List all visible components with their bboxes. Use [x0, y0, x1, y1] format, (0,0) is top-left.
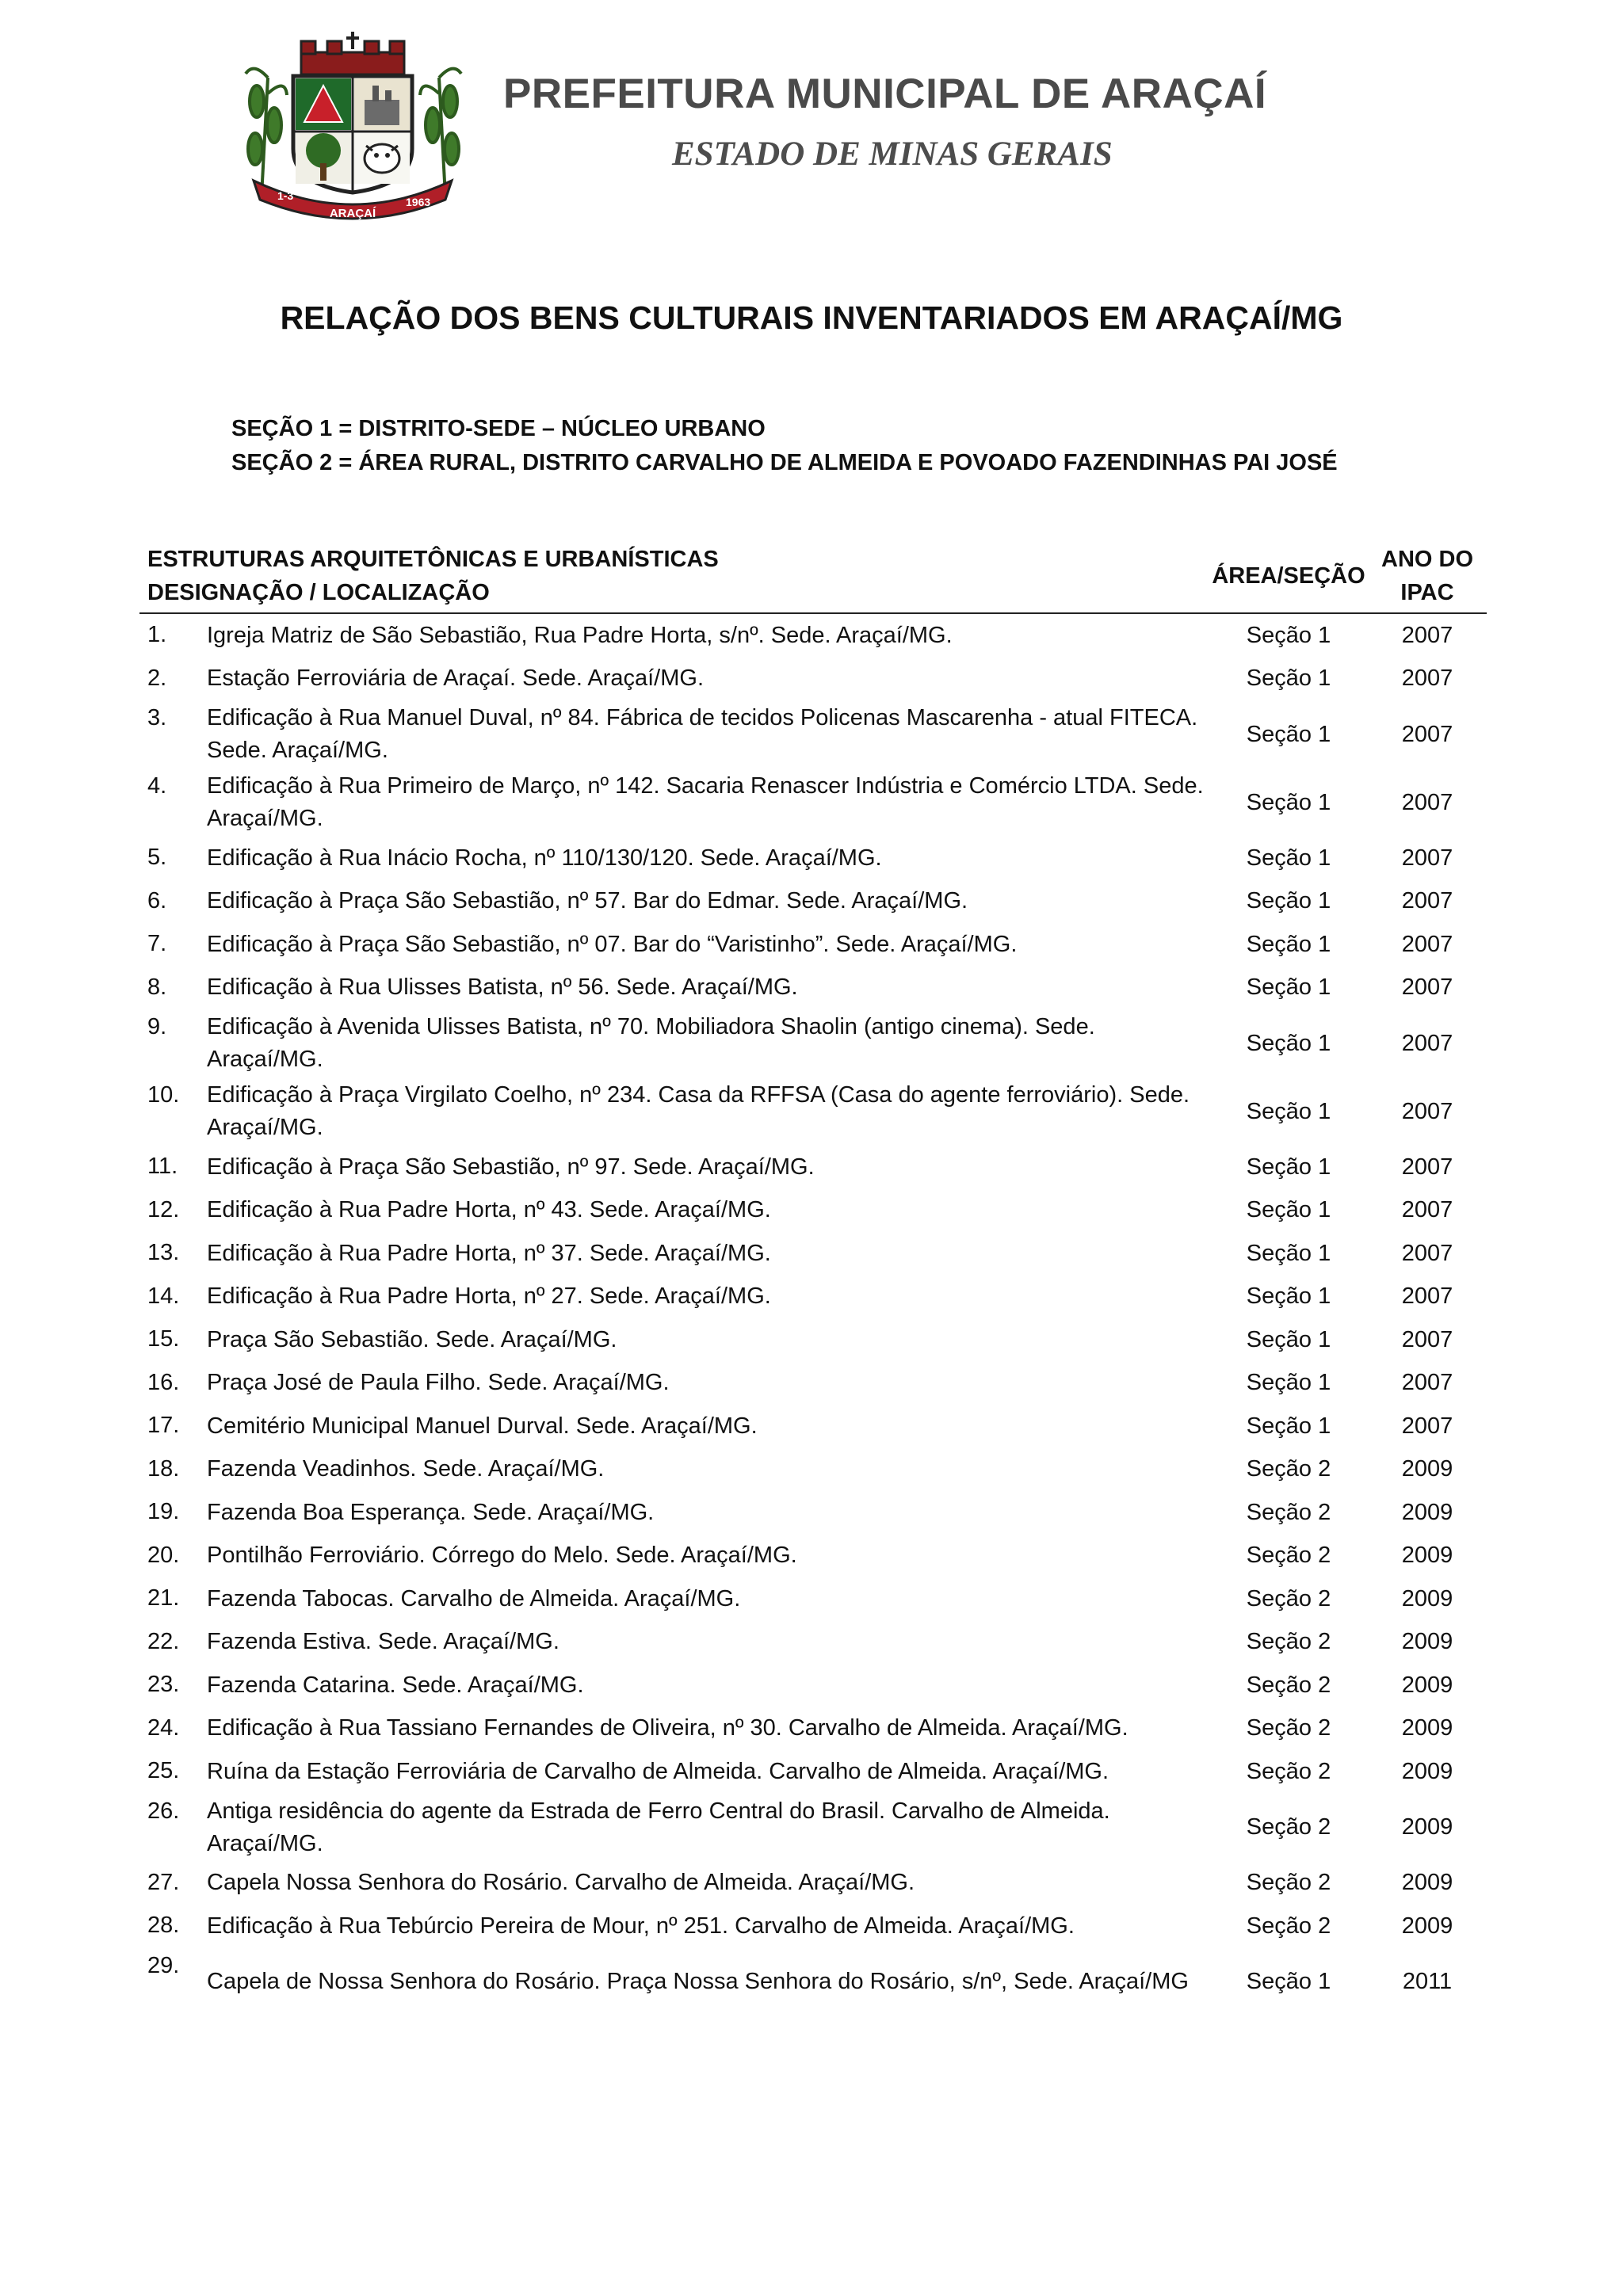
table-row: [139, 923, 1487, 967]
row-ipac-year: 2007: [1401, 789, 1453, 815]
row-designation: Edificação à Avenida Ulisses Batista, nº 70. Mobiliadora Shaolin (antigo cinema). Sede. Araçaí/MG.: [207, 1014, 1095, 1072]
table-row: [139, 1948, 1487, 2016]
row-ipac-year: 2007: [1401, 1197, 1453, 1223]
row-area-section: Seção 2: [1246, 1715, 1331, 1741]
row-designation: Ruína da Estação Ferroviária de Carvalho de Almeida. Carvalho de Almeida. Araçaí/MG.: [207, 1758, 1109, 1784]
table-row: [139, 1577, 1487, 1621]
table-row: [139, 1362, 1487, 1405]
row-designation: Capela de Nossa Senhora do Rosário. Praça Nossa Senhora do Rosário, s/nº, Sede. Araçaí/MG: [207, 1969, 1189, 1994]
row-designation: Edificação à Rua Tebúrcio Pereira de Mour, nº 251. Carvalho de Almeida. Araçaí/MG.: [207, 1913, 1075, 1939]
table-row: [139, 880, 1487, 924]
row-designation: Fazenda Estiva. Sede. Araçaí/MG.: [207, 1629, 559, 1655]
row-number: 13.: [147, 1240, 180, 1265]
row-designation: Antiga residência do agente da Estrada de Ferro Central do Brasil. Carvalho de Almeida. Araçaí/MG.: [207, 1798, 1110, 1856]
table-header: [139, 543, 1487, 614]
row-area-section: Seção 1: [1246, 845, 1331, 871]
row-area-section: Seção 1: [1246, 931, 1331, 957]
row-ipac-year: 2007: [1401, 1413, 1453, 1439]
row-designation: Edificação à Rua Padre Horta, nº 43. Sede. Araçaí/MG.: [207, 1197, 771, 1223]
row-number: 5.: [147, 845, 167, 870]
table-row: [139, 1664, 1487, 1707]
row-number: 20.: [147, 1542, 180, 1568]
row-number: 8.: [147, 974, 167, 1000]
row-area-section: Seção 2: [1246, 1543, 1331, 1569]
table-row: [139, 1707, 1487, 1751]
row-designation: Edificação à Praça Virgilato Coelho, nº 234. Casa da RFFSA (Casa do agente ferroviário). Sede. Araçaí/MG.: [207, 1082, 1190, 1140]
row-area-section: Seção 1: [1246, 1370, 1331, 1396]
row-ipac-year: 2007: [1401, 1030, 1453, 1056]
row-designation: Estação Ferroviária de Araçaí. Sede. Araçaí/MG.: [207, 666, 705, 692]
row-area-section: Seção 1: [1246, 1154, 1331, 1180]
table-row: [139, 1794, 1487, 1862]
row-number: 6.: [147, 887, 167, 913]
legend-section-1: SEÇÃO 1 = DISTRITO-SEDE – NÚCLEO URBANO: [231, 416, 766, 441]
row-ipac-year: 2009: [1401, 1870, 1453, 1896]
row-ipac-year: 2007: [1401, 721, 1453, 747]
row-number: 21.: [147, 1585, 180, 1611]
table-row: [139, 1862, 1487, 1905]
row-number: 17.: [147, 1413, 180, 1438]
table-row: [139, 1276, 1487, 1319]
row-ipac-year: 2007: [1401, 1370, 1453, 1396]
row-area-section: Seção 2: [1246, 1456, 1331, 1482]
row-designation: Igreja Matriz de São Sebastião, Rua Padre Horta, s/nº. Sede. Araçaí/MG.: [207, 622, 953, 648]
row-number: 1.: [147, 622, 167, 647]
row-designation: Pontilhão Ferroviário. Córrego do Melo. Sede. Araçaí/MG.: [207, 1543, 797, 1569]
row-number: 15.: [147, 1326, 180, 1352]
row-designation: Edificação à Rua Primeiro de Março, nº 142. Sacaria Renascer Indústria e Comércio LTDA. Sede. Araçaí/MG.: [207, 773, 1204, 831]
row-area-section: Seção 1: [1246, 1098, 1331, 1124]
section-legend: [231, 412, 1338, 480]
crest-ribbon-right: 1963: [406, 196, 431, 208]
table-row: [139, 837, 1487, 880]
row-area-section: Seção 1: [1246, 1413, 1331, 1439]
heritage-table: [139, 543, 1487, 2016]
row-number: 19.: [147, 1499, 180, 1524]
row-number: 26.: [147, 1798, 180, 1824]
row-area-section: Seção 1: [1246, 974, 1331, 1001]
row-area-section: Seção 2: [1246, 1758, 1331, 1784]
row-area-section: Seção 2: [1246, 1585, 1331, 1611]
row-number: 23.: [147, 1672, 180, 1697]
row-ipac-year: 2009: [1401, 1814, 1453, 1840]
row-ipac-year: 2009: [1401, 1672, 1453, 1698]
row-area-section: Seção 1: [1246, 1240, 1331, 1266]
row-designation: Edificação à Praça São Sebastião, nº 57. Bar do Edmar. Sede. Araçaí/MG.: [207, 888, 968, 914]
row-designation: Praça José de Paula Filho. Sede. Araçaí/MG.: [207, 1370, 670, 1396]
row-number: 3.: [147, 705, 167, 730]
table-body: [139, 614, 1487, 2016]
row-ipac-year: 2009: [1401, 1913, 1453, 1939]
row-area-section: Seção 1: [1246, 1326, 1331, 1352]
table-row: [139, 1146, 1487, 1189]
table-row: [139, 1750, 1487, 1794]
table-row: [139, 1318, 1487, 1362]
row-area-section: Seção 1: [1246, 1969, 1331, 1994]
letterhead: [238, 24, 1316, 220]
row-number: 11.: [147, 1154, 178, 1179]
row-designation: Fazenda Catarina. Sede. Araçaí/MG.: [207, 1672, 584, 1698]
row-ipac-year: 2007: [1401, 888, 1453, 914]
legend-section-2: SEÇÃO 2 = ÁREA RURAL, DISTRITO CARVALHO DE ALMEIDA E POVOADO FAZENDINHAS PAI JOSÉ: [231, 450, 1338, 475]
row-ipac-year: 2007: [1401, 974, 1453, 1001]
row-designation: Cemitério Municipal Manuel Durval. Sede. Araçaí/MG.: [207, 1413, 758, 1439]
crest-ribbon-center: ARAÇAÍ: [329, 207, 376, 220]
row-area-section: Seção 2: [1246, 1870, 1331, 1896]
table-row: [139, 1448, 1487, 1492]
row-area-section: Seção 1: [1246, 1197, 1331, 1223]
row-ipac-year: 2009: [1401, 1629, 1453, 1655]
row-number: 10.: [147, 1082, 180, 1108]
row-number: 4.: [147, 773, 167, 799]
row-designation: Capela Nossa Senhora do Rosário. Carvalho de Almeida. Araçaí/MG.: [207, 1870, 915, 1896]
row-ipac-year: 2007: [1401, 1098, 1453, 1124]
row-ipac-year: 2007: [1401, 1283, 1453, 1310]
row-designation: Edificação à Rua Ulisses Batista, nº 56. Sede. Araçaí/MG.: [207, 974, 798, 1001]
row-number: 9.: [147, 1014, 167, 1039]
row-ipac-year: 2011: [1402, 1969, 1453, 1994]
table-row: [139, 1077, 1487, 1146]
row-designation: Fazenda Boa Esperança. Sede. Araçaí/MG.: [207, 1499, 655, 1525]
header-designation: [147, 543, 719, 609]
state-name: ESTADO DE MINAS GERAIS: [672, 135, 1113, 173]
table-row: [139, 1405, 1487, 1448]
row-designation: Edificação à Rua Manuel Duval, nº 84. Fábrica de tecidos Policenas Mascarenha - atual FITECA. Sede. Araçaí/MG.: [207, 705, 1198, 763]
row-ipac-year: 2009: [1401, 1543, 1453, 1569]
table-row: [139, 1189, 1487, 1233]
header-ano-line1: ANO DO: [1381, 547, 1473, 572]
table-row: [139, 700, 1487, 769]
header-ano-line2: IPAC: [1400, 580, 1454, 605]
row-ipac-year: 2009: [1401, 1585, 1453, 1611]
table-row: [139, 614, 1487, 658]
document-title: RELAÇÃO DOS BENS CULTURAIS INVENTARIADOS EM ARAÇAÍ/MG: [280, 299, 1343, 336]
row-designation: Edificação à Rua Padre Horta, nº 27. Sede. Araçaí/MG.: [207, 1283, 771, 1310]
row-area-section: Seção 1: [1246, 1030, 1331, 1056]
row-designation: Fazenda Veadinhos. Sede. Araçaí/MG.: [207, 1456, 605, 1482]
header-ano: [1368, 543, 1487, 609]
row-ipac-year: 2007: [1401, 1326, 1453, 1352]
table-row: [139, 1905, 1487, 1948]
row-ipac-year: 2009: [1401, 1758, 1453, 1784]
municipality-name: PREFEITURA MUNICIPAL DE ARAÇAÍ: [503, 71, 1267, 117]
row-number: 12.: [147, 1196, 180, 1222]
table-row: [139, 967, 1487, 1010]
row-area-section: Seção 2: [1246, 1814, 1331, 1840]
row-number: 24.: [147, 1714, 180, 1741]
row-area-section: Seção 2: [1246, 1499, 1331, 1525]
row-ipac-year: 2007: [1401, 931, 1453, 957]
row-area-section: Seção 1: [1246, 622, 1331, 648]
row-ipac-year: 2007: [1401, 845, 1453, 871]
row-ipac-year: 2007: [1401, 1154, 1453, 1180]
header-designation-line2: DESIGNAÇÃO / LOCALIZAÇÃO: [147, 580, 490, 605]
row-number: 16.: [147, 1369, 180, 1395]
header-area: ÁREA/SEÇÃO: [1212, 563, 1365, 589]
row-area-section: Seção 1: [1246, 888, 1331, 914]
row-number: 29.: [147, 1952, 180, 1978]
row-designation: Edificação à Praça São Sebastião, nº 07. Bar do “Varistinho”. Sede. Araçaí/MG.: [207, 931, 1018, 957]
table-row: [139, 1535, 1487, 1578]
row-ipac-year: 2007: [1401, 666, 1453, 692]
crest-ribbon-left: 1-3: [277, 189, 294, 202]
header-designation-line1: ESTRUTURAS ARQUITETÔNICAS E URBANÍSTICAS: [147, 547, 719, 572]
row-area-section: Seção 2: [1246, 1672, 1331, 1698]
row-number: 22.: [147, 1628, 180, 1654]
row-area-section: Seção 1: [1246, 1283, 1331, 1310]
row-area-section: Seção 1: [1246, 721, 1331, 747]
row-number: 2.: [147, 665, 167, 691]
table-row: [139, 769, 1487, 837]
row-designation: Edificação à Rua Tassiano Fernandes de Oliveira, nº 30. Carvalho de Almeida. Araçaí/MG.: [207, 1715, 1128, 1741]
row-number: 14.: [147, 1283, 180, 1309]
row-designation: Edificação à Rua Padre Horta, nº 37. Sede. Araçaí/MG.: [207, 1240, 771, 1266]
row-area-section: Seção 1: [1246, 789, 1331, 815]
row-area-section: Seção 1: [1246, 666, 1331, 692]
table-row: [139, 1621, 1487, 1665]
row-ipac-year: 2007: [1401, 622, 1453, 648]
table-row: [139, 1009, 1487, 1077]
row-number: 18.: [147, 1455, 180, 1482]
table-row: [139, 1491, 1487, 1535]
row-area-section: Seção 2: [1246, 1629, 1331, 1655]
row-area-section: Seção 2: [1246, 1913, 1331, 1939]
row-ipac-year: 2009: [1401, 1499, 1453, 1525]
row-number: 7.: [147, 931, 167, 956]
table-row: [139, 658, 1487, 701]
row-ipac-year: 2007: [1401, 1240, 1453, 1266]
row-designation: Edificação à Praça São Sebastião, nº 97. Sede. Araçaí/MG.: [207, 1154, 815, 1180]
municipal-coat-of-arms: [238, 30, 468, 222]
row-designation: Praça São Sebastião. Sede. Araçaí/MG.: [207, 1326, 617, 1352]
row-ipac-year: 2009: [1401, 1715, 1453, 1741]
table-row: [139, 1232, 1487, 1276]
row-number: 25.: [147, 1758, 180, 1783]
row-ipac-year: 2009: [1401, 1456, 1453, 1482]
row-designation: Fazenda Tabocas. Carvalho de Almeida. Araçaí/MG.: [207, 1585, 741, 1611]
row-number: 27.: [147, 1869, 180, 1895]
row-designation: Edificação à Rua Inácio Rocha, nº 110/130/120. Sede. Araçaí/MG.: [207, 845, 882, 871]
row-number: 28.: [147, 1913, 180, 1938]
